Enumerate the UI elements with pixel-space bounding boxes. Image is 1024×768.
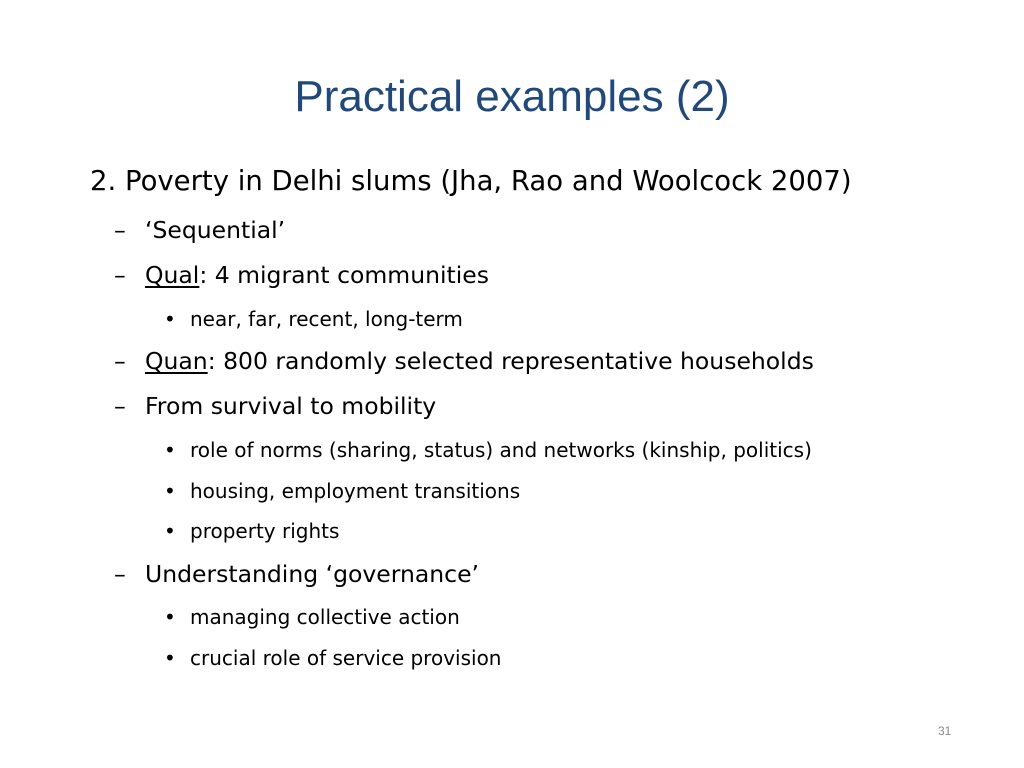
item-text: ‘Sequential’ bbox=[145, 216, 286, 244]
dash-marker: – bbox=[114, 347, 126, 375]
item-text: housing, employment transitions bbox=[190, 479, 521, 503]
item-text: near, far, recent, long-term bbox=[190, 307, 463, 331]
item-text: crucial role of service provision bbox=[190, 646, 502, 670]
heading-text: 2. Poverty in Delhi slums (Jha, Rao and Woolcock 2007) bbox=[90, 165, 852, 197]
bullet-marker: • bbox=[164, 438, 176, 462]
slide-title: Practical examples (2) bbox=[294, 72, 730, 121]
dash-marker: – bbox=[114, 560, 126, 588]
item-label: Qual bbox=[145, 261, 200, 289]
item-text: From survival to mobility bbox=[145, 392, 437, 420]
item-text: property rights bbox=[190, 519, 340, 543]
item-text: Understanding ‘governance’ bbox=[145, 560, 480, 588]
page-number: 31 bbox=[938, 724, 952, 738]
bullet-marker: • bbox=[164, 519, 176, 543]
item-rest: : 4 migrant communities bbox=[199, 261, 489, 289]
item-text: managing collective action bbox=[190, 605, 460, 629]
bullet-marker: • bbox=[164, 307, 176, 331]
item-text bbox=[145, 347, 814, 375]
item-rest: : 800 randomly selected representative households bbox=[207, 347, 814, 375]
dash-marker: – bbox=[114, 392, 126, 420]
dash-marker: – bbox=[114, 261, 126, 289]
bullet-marker: • bbox=[164, 479, 176, 503]
item-text: role of norms (sharing, status) and networks (kinship, politics) bbox=[190, 438, 812, 462]
item-label: Quan bbox=[145, 347, 208, 375]
item-text bbox=[145, 261, 489, 289]
dash-marker: – bbox=[114, 216, 126, 244]
bullet-marker: • bbox=[164, 646, 176, 670]
bullet-marker: • bbox=[164, 605, 176, 629]
